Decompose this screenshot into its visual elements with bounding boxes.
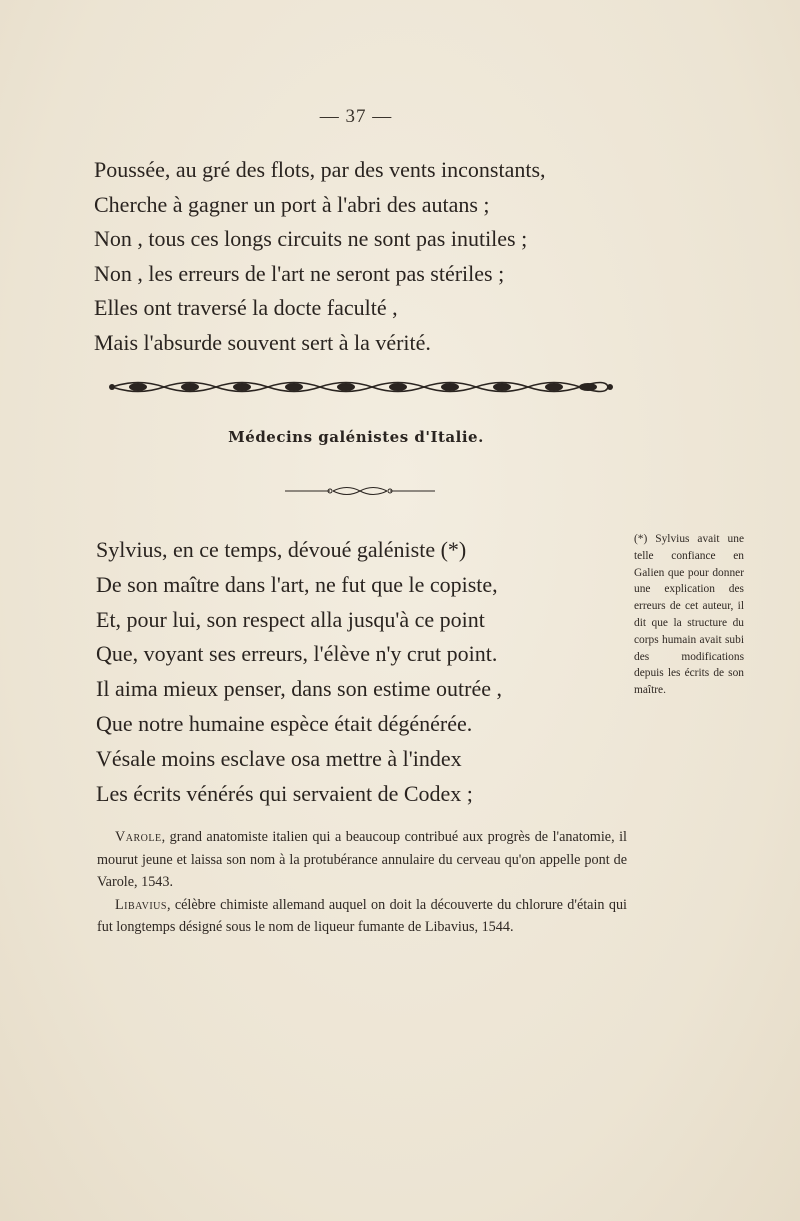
footnote-libavius (97, 894, 627, 939)
verse-stanza-2 (96, 533, 616, 811)
footnotes (97, 826, 627, 939)
verse-line: Les écrits vénérés qui servaient de Codex ; (96, 780, 473, 806)
verse-line: Que, voyant ses erreurs, l'élève n'y crut point. (96, 641, 498, 667)
verse-line: Poussée, au gré des flots, par des vents inconstants, (94, 157, 546, 182)
verse-line: Mais l'absurde souvent sert à la vérité. (94, 329, 431, 355)
footnote-name: Varole (115, 829, 162, 845)
verse-line: Il aima mieux penser, dans son estime outrée , (96, 676, 503, 702)
footnote-name: Libavius (115, 896, 167, 913)
verse-line: Cherche à gagner un port à l'abri des autans ; (94, 191, 490, 217)
footnote-text: , célèbre chimiste allemand auquel on doit la découverte du chlorure d'étain qui fut longtemps désigné sous le nom de liqueur fumante de Libavius, 1544. (97, 896, 627, 935)
verse-line: Vésale moins esclave osa mettre à l'index (96, 745, 462, 771)
margin-note: (*) Sylvius avait une telle confiance en Galien que pour donner une explication des erreurs de cet auteur, il dit que la structure du corps humain avait subi des modifications depuis les écrits de son maître. (634, 533, 744, 697)
footnote-varole (97, 826, 627, 894)
decorative-ornament-bar (108, 376, 614, 398)
page-number: — 37 — (319, 106, 393, 127)
verse-line: Elles ont traversé la docte faculté , (94, 295, 398, 320)
verse-line: Non , les erreurs de l'art ne seront pas stériles ; (94, 260, 505, 286)
verse-line: Que notre humaine espèce était dégénérée. (96, 710, 473, 736)
verse-line: De son maître dans l'art, ne fut que le copiste, (96, 571, 498, 597)
small-ornament (285, 484, 435, 498)
verse-line: Et, pour lui, son respect alla jusqu'à ce point (96, 606, 485, 632)
footnote-text: , grand anatomiste italien qui a beaucoup contribué aux progrès de l'anatomie, il mourut jeune et laissa son nom à la protubérance annulaire du cerveau qu'on appelle pont de Varole, 1543. (97, 829, 627, 890)
verse-stanza-1 (94, 153, 614, 360)
section-title: Médecins galénistes d'Italie. (228, 428, 484, 446)
verse-line: Sylvius, en ce temps, dévoué galéniste (*) (96, 537, 467, 562)
verse-line: Non , tous ces longs circuits ne sont pas inutiles ; (94, 226, 528, 251)
